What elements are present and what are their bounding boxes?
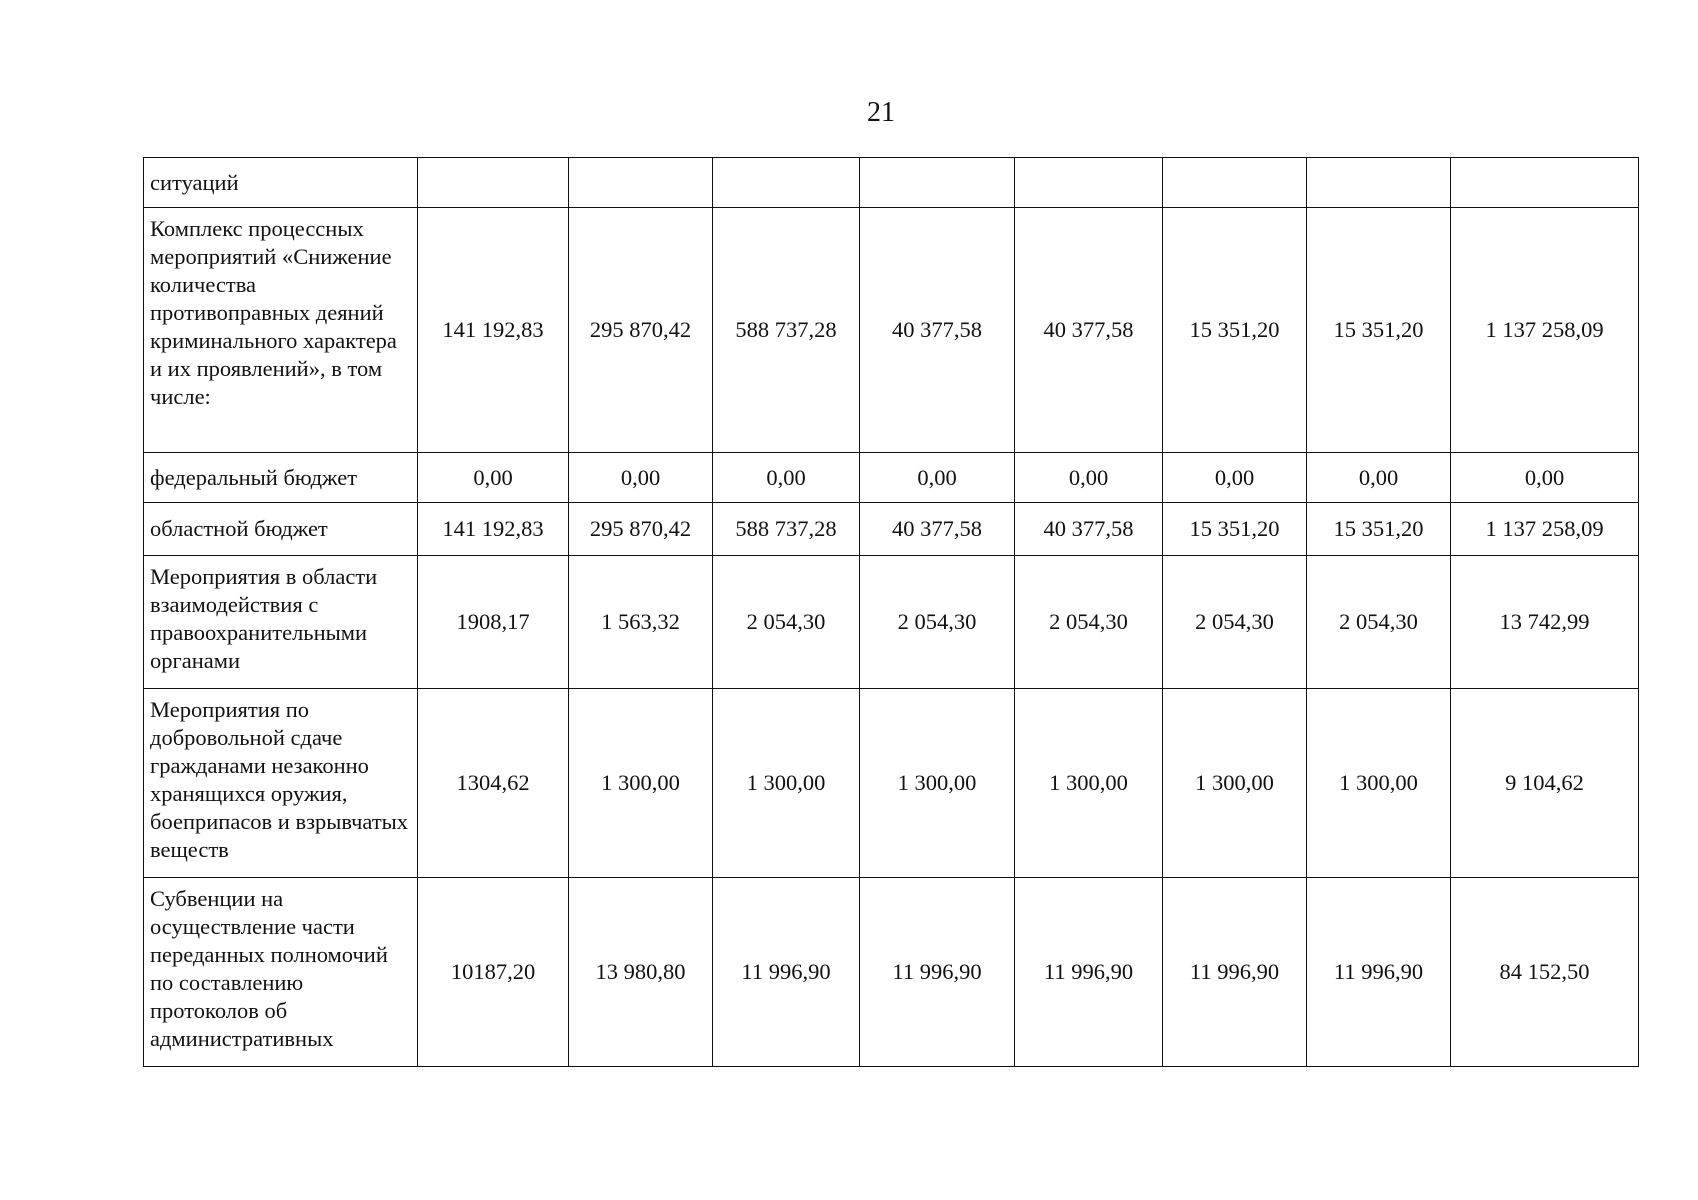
value-cell: 588 737,28 [713,503,860,556]
value-cell: 2 054,30 [1307,556,1451,689]
row-label: Мероприятия в области взаимодействия с правоохранительными органами [144,556,418,689]
value-cell: 11 996,90 [1307,878,1451,1067]
table-row [144,453,1639,503]
value-cell: 10187,20 [418,878,569,1067]
value-cell: 15 351,20 [1307,503,1451,556]
total-cell: 0,00 [1451,453,1639,503]
total-cell: 84 152,50 [1451,878,1639,1067]
value-cell [860,158,1015,208]
value-cell: 0,00 [1015,453,1163,503]
total-cell: 1 137 258,09 [1451,208,1639,453]
page-number: 21 [867,97,895,128]
table-row [144,556,1639,689]
value-cell: 2 054,30 [713,556,860,689]
value-cell [1015,158,1163,208]
value-cell [418,158,569,208]
value-cell: 2 054,30 [1163,556,1307,689]
budget-table [143,157,1639,1067]
value-cell: 1 300,00 [1015,689,1163,878]
value-cell: 11 996,90 [1015,878,1163,1067]
value-cell: 0,00 [713,453,860,503]
value-cell [1163,158,1307,208]
value-cell: 1 300,00 [1307,689,1451,878]
table-row [144,878,1639,1067]
value-cell: 1908,17 [418,556,569,689]
value-cell: 13 980,80 [569,878,713,1067]
value-cell: 0,00 [1163,453,1307,503]
value-cell [1307,158,1451,208]
total-cell: 13 742,99 [1451,556,1639,689]
value-cell: 0,00 [1307,453,1451,503]
value-cell: 1 300,00 [860,689,1015,878]
value-cell: 295 870,42 [569,503,713,556]
table-row [144,503,1639,556]
value-cell: 1304,62 [418,689,569,878]
value-cell: 15 351,20 [1163,503,1307,556]
value-cell: 0,00 [418,453,569,503]
table-row [144,689,1639,878]
row-label: Комплекс процессных мероприятий «Снижение количества противоправных деяний криминального характера и их проявлений», в том числе: [144,208,418,453]
value-cell [569,158,713,208]
row-label: Мероприятия по добровольной сдаче гражданами незаконно хранящихся оружия, боеприпасов и взрывчатых веществ [144,689,418,878]
table-row [144,158,1639,208]
value-cell: 2 054,30 [1015,556,1163,689]
value-cell: 295 870,42 [569,208,713,453]
value-cell: 40 377,58 [1015,503,1163,556]
table-row [144,208,1639,453]
value-cell: 1 300,00 [1163,689,1307,878]
total-cell: 9 104,62 [1451,689,1639,878]
value-cell: 11 996,90 [860,878,1015,1067]
value-cell: 11 996,90 [713,878,860,1067]
total-cell: 1 137 258,09 [1451,503,1639,556]
row-label: Субвенции на осуществление части переданных полномочий по составлению протоколов об административных [144,878,418,1067]
value-cell: 0,00 [569,453,713,503]
row-label: областной бюджет [144,503,418,556]
value-cell: 11 996,90 [1163,878,1307,1067]
value-cell: 1 563,32 [569,556,713,689]
value-cell: 40 377,58 [1015,208,1163,453]
value-cell: 141 192,83 [418,208,569,453]
value-cell: 40 377,58 [860,208,1015,453]
value-cell: 15 351,20 [1307,208,1451,453]
total-cell [1451,158,1639,208]
row-label: федеральный бюджет [144,453,418,503]
value-cell: 141 192,83 [418,503,569,556]
value-cell: 40 377,58 [860,503,1015,556]
value-cell: 0,00 [860,453,1015,503]
value-cell: 1 300,00 [713,689,860,878]
value-cell: 15 351,20 [1163,208,1307,453]
value-cell [713,158,860,208]
value-cell: 2 054,30 [860,556,1015,689]
value-cell: 588 737,28 [713,208,860,453]
value-cell: 1 300,00 [569,689,713,878]
row-label: ситуаций [144,158,418,208]
